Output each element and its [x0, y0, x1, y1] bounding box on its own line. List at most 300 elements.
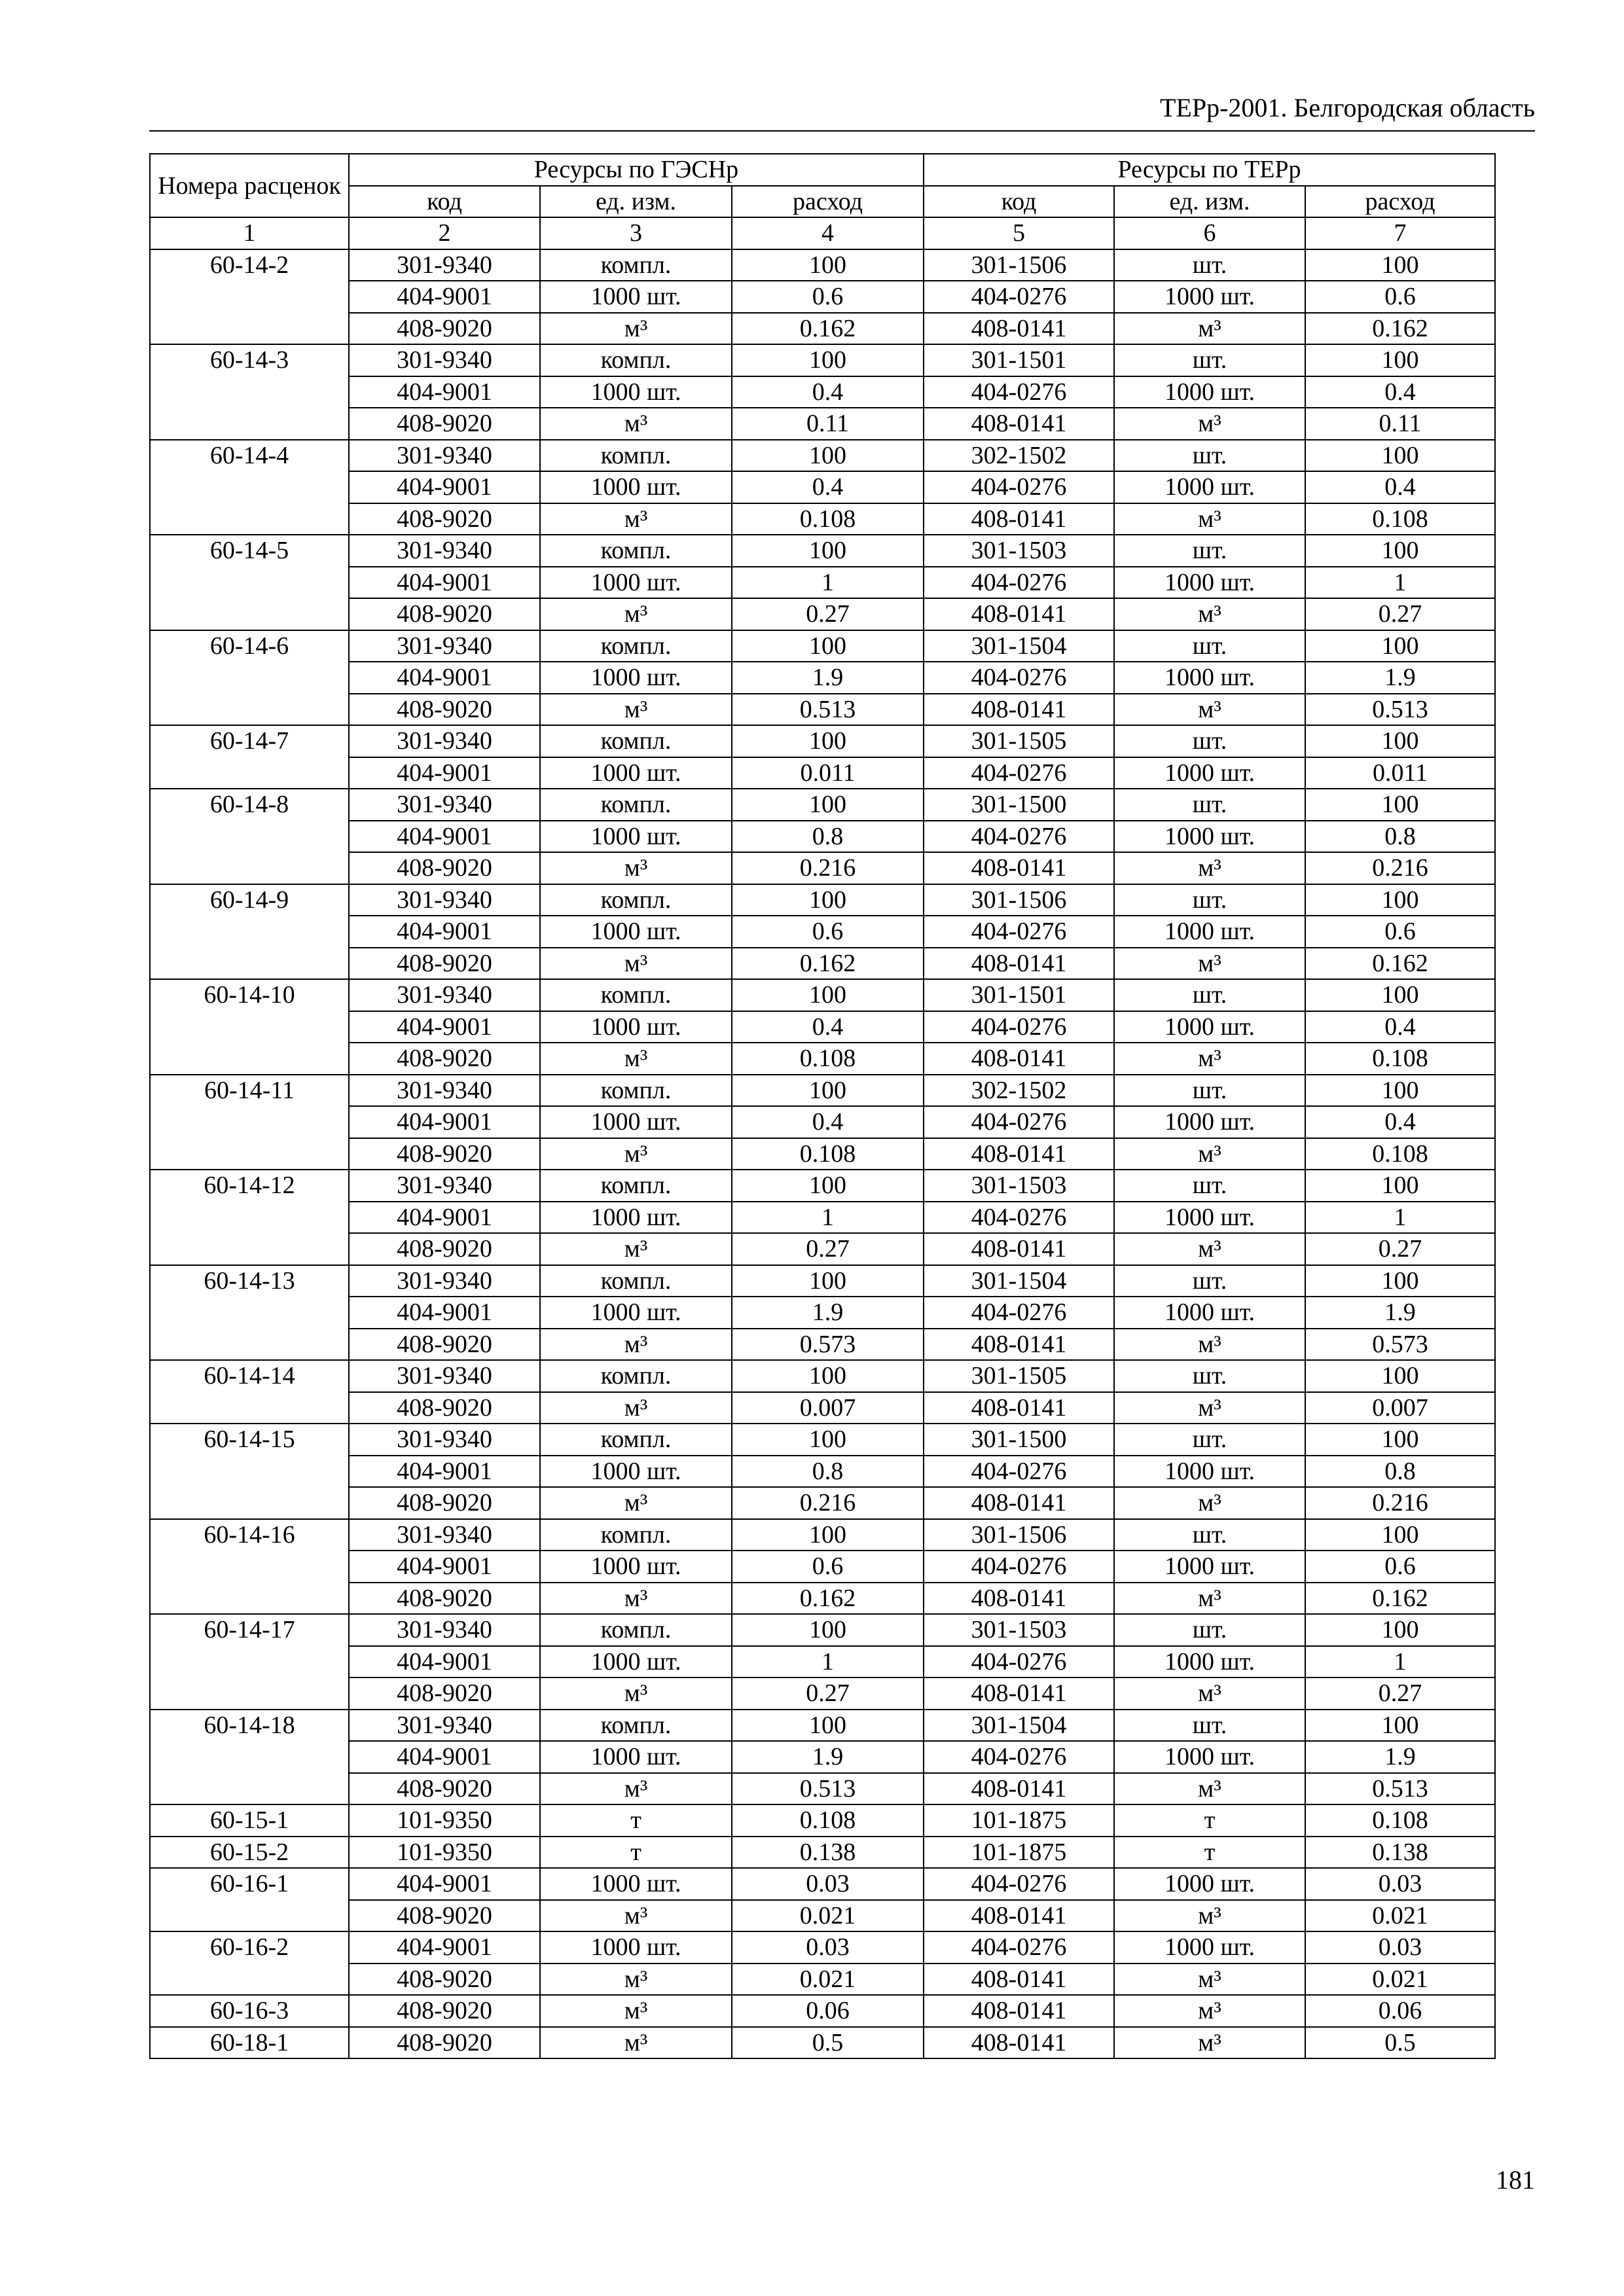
- ter-code-cell: 404-0276: [924, 471, 1114, 503]
- gesn-consumption-cell: 100: [732, 979, 924, 1011]
- ter-code-cell: 408-0141: [924, 1138, 1114, 1170]
- ter-code-cell: 408-0141: [924, 948, 1114, 980]
- header-ter-group: Ресурсы по ТЕРр: [924, 154, 1495, 186]
- gesn-code-cell: 408-9020: [349, 948, 540, 980]
- gesn-unit-cell: 1000 шт.: [540, 757, 732, 789]
- gesn-unit-cell: м³: [540, 503, 732, 535]
- gesn-code-cell: 408-9020: [349, 1900, 540, 1932]
- ter-unit-cell: 1000 шт.: [1114, 1741, 1305, 1773]
- gesn-unit-cell: компл.: [540, 440, 732, 472]
- ter-code-cell: 404-0276: [924, 1011, 1114, 1043]
- table-row: [150, 440, 1495, 472]
- gesn-consumption-cell: 0.216: [732, 1487, 924, 1519]
- ter-code-cell: 404-0276: [924, 1202, 1114, 1234]
- ter-consumption-cell: 0.6: [1305, 916, 1495, 948]
- gesn-consumption-cell: 100: [732, 440, 924, 472]
- gesn-code-cell: 408-9020: [349, 503, 540, 535]
- gesn-consumption-cell: 0.11: [732, 408, 924, 440]
- gesn-unit-cell: компл.: [540, 1265, 732, 1297]
- gesn-unit-cell: 1000 шт.: [540, 281, 732, 313]
- gesn-consumption-cell: 100: [732, 1360, 924, 1392]
- header-gesn-unit: ед. изм.: [540, 186, 732, 218]
- gesn-unit-cell: м³: [540, 1773, 732, 1805]
- ter-code-cell: 408-0141: [924, 313, 1114, 345]
- gesn-consumption-cell: 0.4: [732, 471, 924, 503]
- ter-code-cell: 404-0276: [924, 281, 1114, 313]
- gesn-code-cell: 404-9001: [349, 1551, 540, 1583]
- table-row: [150, 1075, 1495, 1107]
- gesn-consumption-cell: 100: [732, 1075, 924, 1107]
- ter-consumption-cell: 0.6: [1305, 1551, 1495, 1583]
- ter-code-cell: 301-1504: [924, 1710, 1114, 1742]
- ter-consumption-cell: 0.8: [1305, 1456, 1495, 1488]
- ter-code-cell: 301-1506: [924, 884, 1114, 916]
- ter-code-cell: 301-1503: [924, 1614, 1114, 1646]
- gesn-code-cell: 408-9020: [349, 1677, 540, 1710]
- gesn-consumption-cell: 0.162: [732, 948, 924, 980]
- ter-consumption-cell: 0.8: [1305, 821, 1495, 853]
- table-row: [150, 2027, 1495, 2059]
- header-row-1: [150, 154, 1495, 186]
- table-row: [150, 1710, 1495, 1742]
- column-number: 3: [540, 217, 732, 249]
- gesn-consumption-cell: 100: [732, 1710, 924, 1742]
- gesn-unit-cell: м³: [540, 1233, 732, 1265]
- header-gesn-code: код: [349, 186, 540, 218]
- ter-consumption-cell: 1.9: [1305, 662, 1495, 694]
- ter-unit-cell: шт.: [1114, 1360, 1305, 1392]
- gesn-unit-cell: компл.: [540, 1360, 732, 1392]
- ter-unit-cell: шт.: [1114, 725, 1305, 757]
- gesn-code-cell: 301-9340: [349, 1519, 540, 1551]
- gesn-code-cell: 404-9001: [349, 471, 540, 503]
- gesn-unit-cell: м³: [540, 1043, 732, 1075]
- table-row: [150, 1170, 1495, 1202]
- gesn-code-cell: 301-9340: [349, 535, 540, 567]
- ter-code-cell: 408-0141: [924, 1964, 1114, 1996]
- gesn-unit-cell: м³: [540, 948, 732, 980]
- gesn-consumption-cell: 0.03: [732, 1868, 924, 1900]
- gesn-consumption-cell: 0.138: [732, 1837, 924, 1869]
- gesn-unit-cell: м³: [540, 852, 732, 884]
- gesn-unit-cell: 1000 шт.: [540, 471, 732, 503]
- ter-code-cell: 301-1506: [924, 1519, 1114, 1551]
- gesn-code-cell: 404-9001: [349, 662, 540, 694]
- rate-number-cell: 60-14-12: [150, 1170, 349, 1265]
- ter-consumption-cell: 0.4: [1305, 1011, 1495, 1043]
- ter-consumption-cell: 100: [1305, 535, 1495, 567]
- gesn-code-cell: 301-9340: [349, 789, 540, 821]
- gesn-consumption-cell: 0.6: [732, 281, 924, 313]
- ter-code-cell: 301-1501: [924, 979, 1114, 1011]
- table-row: [150, 471, 1495, 503]
- rate-number-cell: 60-14-18: [150, 1710, 349, 1805]
- ter-code-cell: 408-0141: [924, 1773, 1114, 1805]
- gesn-unit-cell: т: [540, 1837, 732, 1869]
- gesn-consumption-cell: 0.216: [732, 852, 924, 884]
- table-row: [150, 408, 1495, 440]
- ter-code-cell: 301-1506: [924, 249, 1114, 281]
- gesn-unit-cell: 1000 шт.: [540, 1868, 732, 1900]
- gesn-consumption-cell: 0.4: [732, 1011, 924, 1043]
- rate-number-cell: 60-14-16: [150, 1519, 349, 1615]
- gesn-consumption-cell: 0.5: [732, 2027, 924, 2059]
- ter-consumption-cell: 0.021: [1305, 1964, 1495, 1996]
- gesn-unit-cell: м³: [540, 1138, 732, 1170]
- gesn-consumption-cell: 100: [732, 249, 924, 281]
- gesn-code-cell: 408-9020: [349, 1138, 540, 1170]
- gesn-consumption-cell: 0.108: [732, 1043, 924, 1075]
- ter-code-cell: 301-1500: [924, 1424, 1114, 1456]
- gesn-unit-cell: компл.: [540, 1614, 732, 1646]
- table-row: [150, 1456, 1495, 1488]
- gesn-consumption-cell: 100: [732, 1614, 924, 1646]
- gesn-unit-cell: м³: [540, 1392, 732, 1424]
- gesn-code-cell: 301-9340: [349, 440, 540, 472]
- table-row: [150, 503, 1495, 535]
- gesn-consumption-cell: 1: [732, 1202, 924, 1234]
- ter-consumption-cell: 100: [1305, 440, 1495, 472]
- gesn-code-cell: 408-9020: [349, 1487, 540, 1519]
- gesn-code-cell: 404-9001: [349, 1868, 540, 1900]
- ter-consumption-cell: 0.162: [1305, 948, 1495, 980]
- gesn-unit-cell: компл.: [540, 725, 732, 757]
- gesn-code-cell: 408-9020: [349, 313, 540, 345]
- gesn-consumption-cell: 100: [732, 535, 924, 567]
- gesn-code-cell: 404-9001: [349, 757, 540, 789]
- ter-code-cell: 408-0141: [924, 1677, 1114, 1710]
- gesn-consumption-cell: 0.6: [732, 916, 924, 948]
- table-row: [150, 662, 1495, 694]
- gesn-consumption-cell: 1.9: [732, 1741, 924, 1773]
- gesn-unit-cell: 1000 шт.: [540, 1551, 732, 1583]
- gesn-unit-cell: м³: [540, 1995, 732, 2027]
- ter-unit-cell: м³: [1114, 852, 1305, 884]
- table-row: [150, 821, 1495, 853]
- ter-unit-cell: шт.: [1114, 1265, 1305, 1297]
- gesn-code-cell: 404-9001: [349, 821, 540, 853]
- ter-consumption-cell: 0.108: [1305, 503, 1495, 535]
- ter-code-cell: 301-1503: [924, 535, 1114, 567]
- ter-unit-cell: 1000 шт.: [1114, 281, 1305, 313]
- column-number: 2: [349, 217, 540, 249]
- ter-consumption-cell: 1.9: [1305, 1741, 1495, 1773]
- ter-code-cell: 408-0141: [924, 503, 1114, 535]
- gesn-code-cell: 301-9340: [349, 725, 540, 757]
- gesn-consumption-cell: 0.007: [732, 1392, 924, 1424]
- ter-code-cell: 404-0276: [924, 662, 1114, 694]
- gesn-consumption-cell: 100: [732, 725, 924, 757]
- ter-code-cell: 404-0276: [924, 376, 1114, 408]
- gesn-code-cell: 408-9020: [349, 1329, 540, 1361]
- column-number: 7: [1305, 217, 1495, 249]
- ter-consumption-cell: 100: [1305, 249, 1495, 281]
- gesn-code-cell: 101-9350: [349, 1837, 540, 1869]
- ter-unit-cell: м³: [1114, 694, 1305, 726]
- gesn-unit-cell: компл.: [540, 1075, 732, 1107]
- ter-unit-cell: шт.: [1114, 630, 1305, 662]
- ter-consumption-cell: 100: [1305, 1424, 1495, 1456]
- table-row: [150, 249, 1495, 281]
- gesn-consumption-cell: 1.9: [732, 662, 924, 694]
- gesn-consumption-cell: 100: [732, 1265, 924, 1297]
- ter-consumption-cell: 0.216: [1305, 852, 1495, 884]
- ter-unit-cell: т: [1114, 1837, 1305, 1869]
- ter-unit-cell: 1000 шт.: [1114, 1456, 1305, 1488]
- ter-code-cell: 408-0141: [924, 852, 1114, 884]
- ter-consumption-cell: 0.6: [1305, 281, 1495, 313]
- gesn-code-cell: 408-9020: [349, 1233, 540, 1265]
- ter-unit-cell: шт.: [1114, 1710, 1305, 1742]
- table-row: [150, 535, 1495, 567]
- table-row: [150, 1964, 1495, 1996]
- ter-code-cell: 408-0141: [924, 1043, 1114, 1075]
- gesn-unit-cell: м³: [540, 598, 732, 630]
- rate-number-cell: 60-16-2: [150, 1931, 349, 1995]
- gesn-consumption-cell: 0.8: [732, 1456, 924, 1488]
- ter-unit-cell: 1000 шт.: [1114, 662, 1305, 694]
- ter-consumption-cell: 100: [1305, 1170, 1495, 1202]
- ter-unit-cell: м³: [1114, 948, 1305, 980]
- table-row: [150, 852, 1495, 884]
- ter-consumption-cell: 1: [1305, 567, 1495, 599]
- ter-code-cell: 404-0276: [924, 567, 1114, 599]
- gesn-code-cell: 408-9020: [349, 1964, 540, 1996]
- ter-consumption-cell: 0.513: [1305, 694, 1495, 726]
- ter-code-cell: 101-1875: [924, 1837, 1114, 1869]
- gesn-code-cell: 404-9001: [349, 567, 540, 599]
- resources-table: [149, 153, 1496, 2059]
- gesn-unit-cell: 1000 шт.: [540, 1297, 732, 1329]
- ter-unit-cell: м³: [1114, 408, 1305, 440]
- ter-unit-cell: м³: [1114, 313, 1305, 345]
- ter-unit-cell: м³: [1114, 1329, 1305, 1361]
- ter-code-cell: 302-1502: [924, 440, 1114, 472]
- ter-consumption-cell: 100: [1305, 344, 1495, 376]
- ter-consumption-cell: 0.27: [1305, 1677, 1495, 1710]
- ter-unit-cell: 1000 шт.: [1114, 1297, 1305, 1329]
- ter-code-cell: 404-0276: [924, 757, 1114, 789]
- ter-code-cell: 301-1500: [924, 789, 1114, 821]
- gesn-consumption-cell: 0.021: [732, 1900, 924, 1932]
- table-row: [150, 1297, 1495, 1329]
- gesn-code-cell: 301-9340: [349, 630, 540, 662]
- ter-code-cell: 301-1505: [924, 725, 1114, 757]
- ter-consumption-cell: 100: [1305, 630, 1495, 662]
- ter-unit-cell: шт.: [1114, 1075, 1305, 1107]
- table-row: [150, 884, 1495, 916]
- column-number: 5: [924, 217, 1114, 249]
- table-row: [150, 1995, 1495, 2027]
- ter-consumption-cell: 0.5: [1305, 2027, 1495, 2059]
- gesn-consumption-cell: 0.4: [732, 1106, 924, 1138]
- ter-code-cell: 408-0141: [924, 1900, 1114, 1932]
- rate-number-cell: 60-14-5: [150, 535, 349, 630]
- resources-table-body: [150, 249, 1495, 2059]
- ter-consumption-cell: 1.9: [1305, 1297, 1495, 1329]
- table-row: [150, 567, 1495, 599]
- gesn-unit-cell: 1000 шт.: [540, 1456, 732, 1488]
- gesn-unit-cell: 1000 шт.: [540, 1106, 732, 1138]
- gesn-code-cell: 404-9001: [349, 1011, 540, 1043]
- ter-consumption-cell: 0.06: [1305, 1995, 1495, 2027]
- table-row: [150, 281, 1495, 313]
- header-ter-consumption: расход: [1305, 186, 1495, 218]
- ter-consumption-cell: 100: [1305, 725, 1495, 757]
- gesn-consumption-cell: 100: [732, 344, 924, 376]
- gesn-code-cell: 301-9340: [349, 1424, 540, 1456]
- ter-consumption-cell: 100: [1305, 884, 1495, 916]
- rate-number-cell: 60-14-4: [150, 440, 349, 535]
- ter-consumption-cell: 100: [1305, 1075, 1495, 1107]
- table-row: [150, 1551, 1495, 1583]
- header-ter-code: код: [924, 186, 1114, 218]
- ter-consumption-cell: 0.11: [1305, 408, 1495, 440]
- rate-number-cell: 60-16-3: [150, 1995, 349, 2027]
- ter-code-cell: 404-0276: [924, 1456, 1114, 1488]
- gesn-consumption-cell: 100: [732, 1170, 924, 1202]
- ter-unit-cell: 1000 шт.: [1114, 1011, 1305, 1043]
- rate-number-cell: 60-15-1: [150, 1804, 349, 1837]
- gesn-code-cell: 408-9020: [349, 2027, 540, 2059]
- ter-unit-cell: 1000 шт.: [1114, 567, 1305, 599]
- rate-number-cell: 60-14-14: [150, 1360, 349, 1424]
- ter-unit-cell: шт.: [1114, 440, 1305, 472]
- header-divider: [149, 130, 1535, 132]
- column-number: 4: [732, 217, 924, 249]
- ter-unit-cell: шт.: [1114, 884, 1305, 916]
- ter-unit-cell: м³: [1114, 1487, 1305, 1519]
- gesn-code-cell: 301-9340: [349, 1170, 540, 1202]
- ter-unit-cell: шт.: [1114, 979, 1305, 1011]
- gesn-consumption-cell: 0.27: [732, 1233, 924, 1265]
- gesn-consumption-cell: 0.03: [732, 1931, 924, 1964]
- ter-unit-cell: м³: [1114, 2027, 1305, 2059]
- gesn-code-cell: 408-9020: [349, 1392, 540, 1424]
- table-row: [150, 789, 1495, 821]
- gesn-code-cell: 408-9020: [349, 694, 540, 726]
- ter-consumption-cell: 0.108: [1305, 1138, 1495, 1170]
- gesn-unit-cell: 1000 шт.: [540, 1741, 732, 1773]
- gesn-consumption-cell: 0.162: [732, 313, 924, 345]
- gesn-consumption-cell: 0.27: [732, 1677, 924, 1710]
- gesn-code-cell: 301-9340: [349, 979, 540, 1011]
- ter-code-cell: 101-1875: [924, 1804, 1114, 1837]
- ter-code-cell: 408-0141: [924, 2027, 1114, 2059]
- table-row: [150, 694, 1495, 726]
- ter-code-cell: 301-1504: [924, 630, 1114, 662]
- ter-consumption-cell: 0.513: [1305, 1773, 1495, 1805]
- gesn-unit-cell: 1000 шт.: [540, 567, 732, 599]
- gesn-unit-cell: м³: [540, 1677, 732, 1710]
- gesn-code-cell: 404-9001: [349, 1931, 540, 1964]
- gesn-consumption-cell: 100: [732, 1424, 924, 1456]
- ter-consumption-cell: 0.108: [1305, 1804, 1495, 1837]
- ter-consumption-cell: 0.27: [1305, 1233, 1495, 1265]
- gesn-unit-cell: т: [540, 1804, 732, 1837]
- header-ter-unit: ед. изм.: [1114, 186, 1305, 218]
- gesn-unit-cell: м³: [540, 1329, 732, 1361]
- table-row: [150, 1329, 1495, 1361]
- rate-number-cell: 60-14-6: [150, 630, 349, 726]
- table-row: [150, 1519, 1495, 1551]
- ter-unit-cell: 1000 шт.: [1114, 916, 1305, 948]
- gesn-unit-cell: м³: [540, 2027, 732, 2059]
- ter-unit-cell: м³: [1114, 598, 1305, 630]
- ter-code-cell: 301-1501: [924, 344, 1114, 376]
- header-row-2: [150, 186, 1495, 218]
- ter-consumption-cell: 100: [1305, 1710, 1495, 1742]
- ter-consumption-cell: 100: [1305, 789, 1495, 821]
- ter-code-cell: 408-0141: [924, 1995, 1114, 2027]
- header-gesn-consumption: расход: [732, 186, 924, 218]
- gesn-consumption-cell: 0.27: [732, 598, 924, 630]
- ter-consumption-cell: 0.573: [1305, 1329, 1495, 1361]
- ter-unit-cell: 1000 шт.: [1114, 1646, 1305, 1678]
- ter-code-cell: 404-0276: [924, 1646, 1114, 1678]
- ter-consumption-cell: 0.162: [1305, 313, 1495, 345]
- table-row: [150, 344, 1495, 376]
- ter-code-cell: 408-0141: [924, 1233, 1114, 1265]
- running-header: ТЕРр-2001. Белгородская область: [1159, 93, 1535, 122]
- gesn-code-cell: 404-9001: [349, 1106, 540, 1138]
- gesn-code-cell: 404-9001: [349, 1202, 540, 1234]
- ter-unit-cell: 1000 шт.: [1114, 1106, 1305, 1138]
- gesn-consumption-cell: 100: [732, 884, 924, 916]
- table-row: [150, 1392, 1495, 1424]
- table-row: [150, 916, 1495, 948]
- gesn-unit-cell: м³: [540, 408, 732, 440]
- ter-consumption-cell: 100: [1305, 1360, 1495, 1392]
- table-row: [150, 979, 1495, 1011]
- gesn-code-cell: 301-9340: [349, 884, 540, 916]
- ter-unit-cell: м³: [1114, 1583, 1305, 1615]
- ter-code-cell: 404-0276: [924, 1297, 1114, 1329]
- table-row: [150, 1868, 1495, 1900]
- gesn-code-cell: 301-9340: [349, 249, 540, 281]
- rate-number-cell: 60-14-11: [150, 1075, 349, 1170]
- ter-consumption-cell: 100: [1305, 1614, 1495, 1646]
- table-row: [150, 376, 1495, 408]
- table-row: [150, 1424, 1495, 1456]
- table-row: [150, 1741, 1495, 1773]
- ter-unit-cell: 1000 шт.: [1114, 757, 1305, 789]
- rate-number-cell: 60-14-8: [150, 789, 349, 884]
- gesn-consumption-cell: 100: [732, 789, 924, 821]
- ter-consumption-cell: 0.108: [1305, 1043, 1495, 1075]
- rate-number-cell: 60-14-15: [150, 1424, 349, 1519]
- rate-number-cell: 60-14-3: [150, 344, 349, 440]
- gesn-unit-cell: компл.: [540, 630, 732, 662]
- ter-code-cell: 404-0276: [924, 916, 1114, 948]
- table-row: [150, 725, 1495, 757]
- gesn-unit-cell: компл.: [540, 1519, 732, 1551]
- header-row-column-numbers: [150, 217, 1495, 249]
- gesn-code-cell: 404-9001: [349, 1741, 540, 1773]
- gesn-consumption-cell: 0.6: [732, 1551, 924, 1583]
- ter-unit-cell: м³: [1114, 1043, 1305, 1075]
- gesn-unit-cell: 1000 шт.: [540, 376, 732, 408]
- gesn-consumption-cell: 0.108: [732, 1804, 924, 1837]
- ter-unit-cell: шт.: [1114, 1170, 1305, 1202]
- ter-code-cell: 404-0276: [924, 1551, 1114, 1583]
- gesn-code-cell: 404-9001: [349, 376, 540, 408]
- gesn-consumption-cell: 0.162: [732, 1583, 924, 1615]
- table-row: [150, 757, 1495, 789]
- gesn-code-cell: 301-9340: [349, 1075, 540, 1107]
- ter-code-cell: 301-1503: [924, 1170, 1114, 1202]
- table-row: [150, 1931, 1495, 1964]
